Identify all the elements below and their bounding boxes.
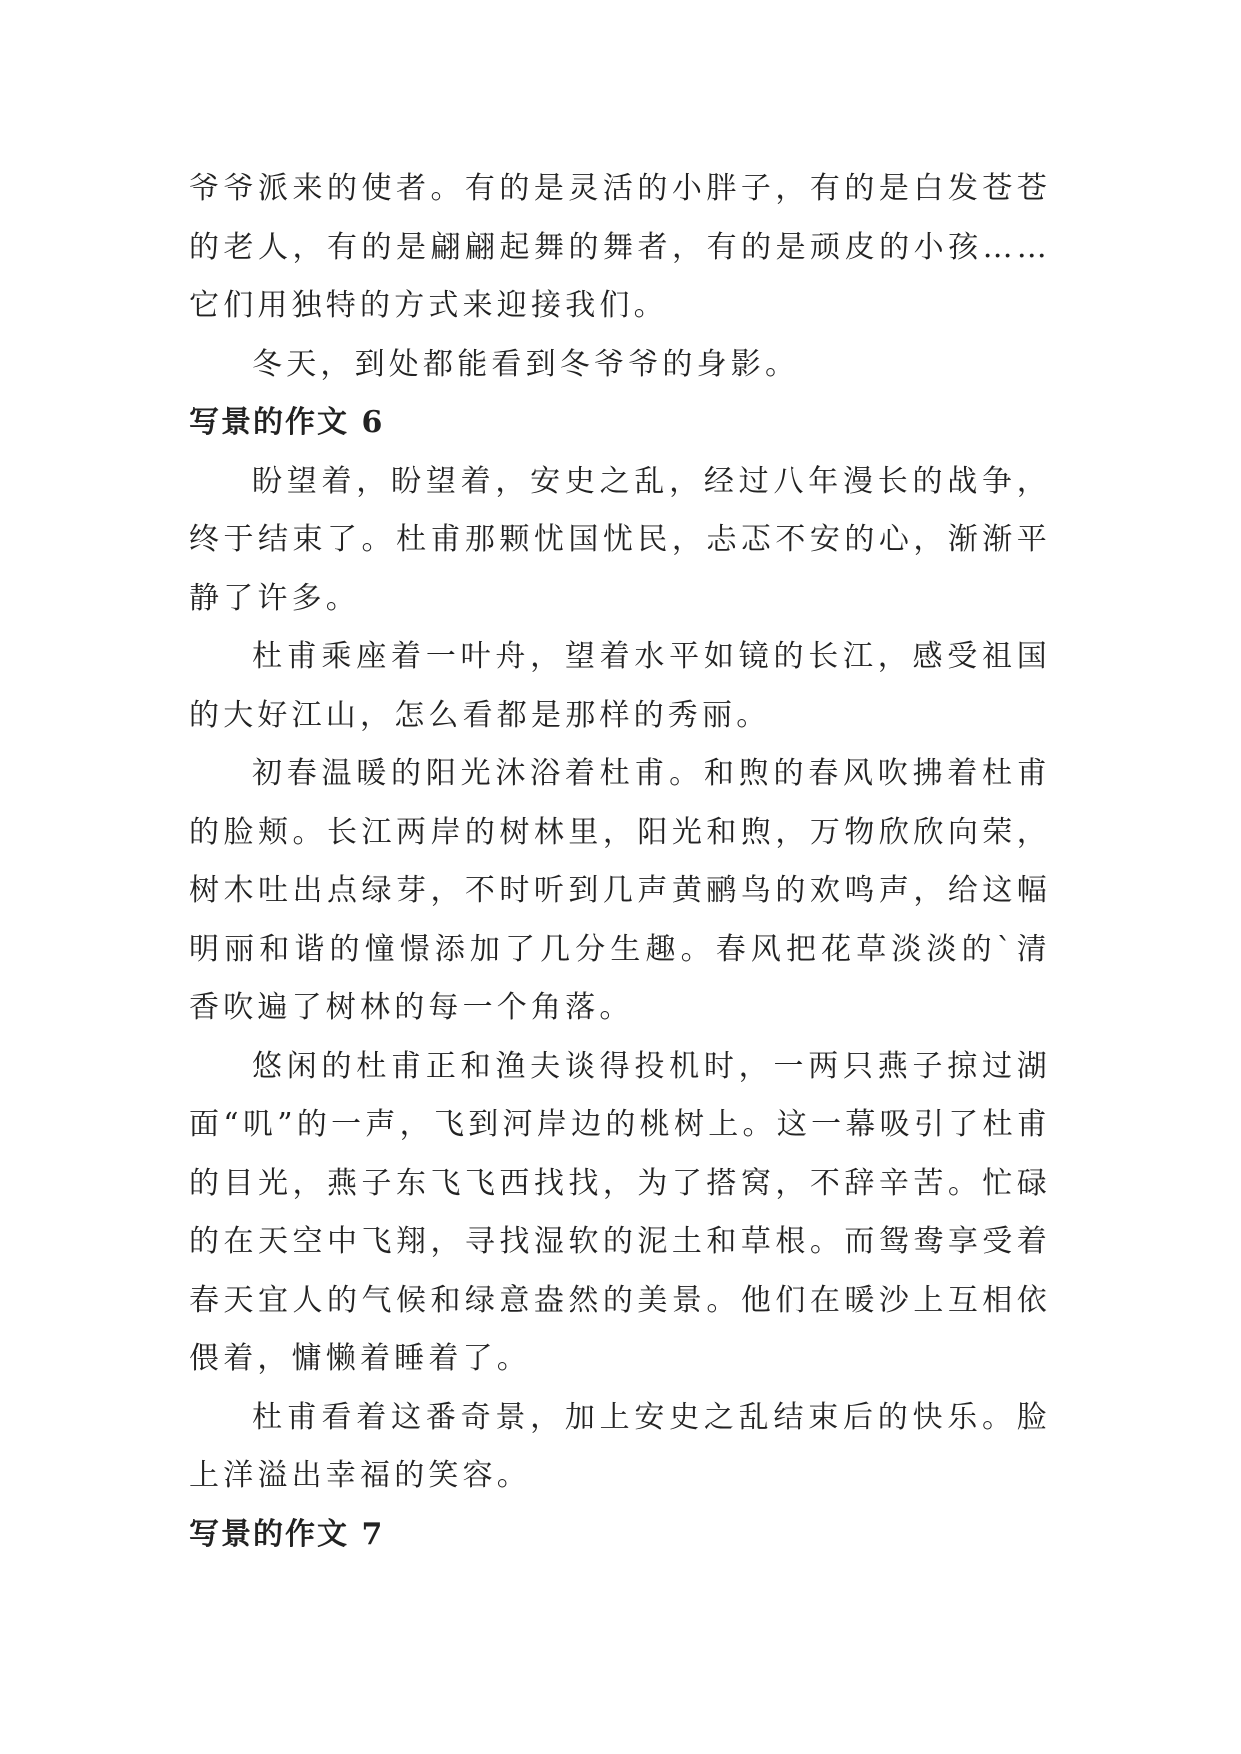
paragraph-2: 冬天，到处都能看到冬爷爷的身影。: [252, 346, 800, 382]
paragraph-1: 爷爷派来的使者。有的是灵活的小胖子，有的是白发苍苍的老人，有的是翩翩起舞的舞者，有的是顽皮的小孩……它们用独特的方式来迎接我们。: [189, 171, 1051, 323]
paragraph-6: 悠闲的杜甫正和渔夫谈得投机时，一两只燕子掠过湖面“叽”的一声，飞到河岸边的桃树上。这一幕吸引了杜甫的目光，燕子东飞飞西找找，为了搭窝，不辞辛苦。忙碌的在天空中飞翔，寻找湿软的泥土和草根。而鸳鸯享受着春天宜人的气候和绿意盎然的美景。他们在暖沙上互相依偎着，慵懒着睡着了。: [189, 1048, 1051, 1376]
section-heading-6: 写景的作文 6: [189, 405, 385, 440]
paragraph-3: 盼望着，盼望着，安史之乱，经过八年漫长的战争，终于结束了。杜甫那颗忧国忧民，忐忑不安的心，渐渐平静了许多。: [189, 463, 1051, 616]
section-heading-7: 写景的作文 7: [189, 1516, 385, 1552]
paragraph-5: 初春温暖的阳光沐浴着杜甫。和煦的春风吹拂着杜甫的脸颊。长江两岸的树林里，阳光和煦，万物欣欣向荣，树木吐出点绿芽，不时听到几声黄鹂鸟的欢鸣声，给这幅明丽和谐的憧憬添加了几分生趣。春风把花草淡淡的`清香吹遍了树林的每一个角落。: [189, 756, 1051, 1025]
paragraph-4: 杜甫乘座着一叶舟，望着水平如镜的长江，感受祖国的大好江山，怎么看都是那样的秀丽。: [189, 639, 1051, 733]
paragraph-7: 杜甫看着这番奇景，加上安史之乱结束后的快乐。脸上洋溢出幸福的笑容。: [189, 1399, 1051, 1493]
document-page: [189, 160, 1051, 1564]
